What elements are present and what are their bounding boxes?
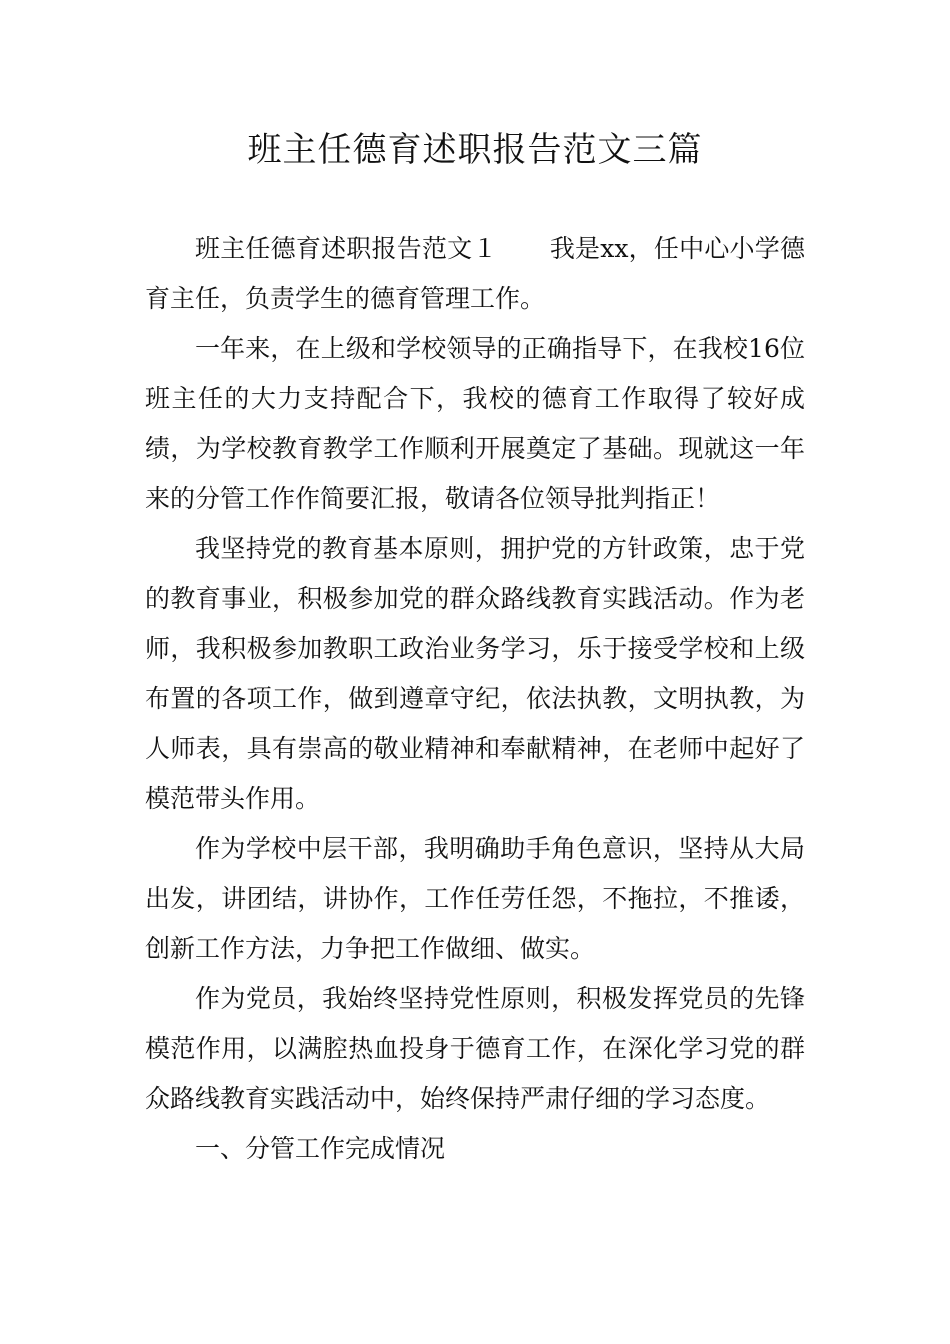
- paragraph-3: 作为学校中层干部，我明确助手角色意识，坚持从大局出发，讲团结，讲协作，工作任劳任怨，不拖拉，不推诿，创新工作方法，力争把工作做细、做实。: [145, 834, 805, 963]
- document-body: [145, 224, 805, 1174]
- intro-label: 班主任德育述职报告范文１: [195, 234, 498, 263]
- document-title: 班主任德育述职报告范文三篇: [247, 130, 703, 170]
- intro-text: 我是xx，任中心小学德育主任，负责学生的德育管理工作。: [145, 234, 805, 313]
- paragraph-1: 一年来，在上级和学校领导的正确指导下，在我校16位班主任的大力支持配合下，我校的德育工作取得了较好成绩，为学校教育教学工作顺利开展奠定了基础。现就这一年来的分管工作作简要汇报，敬请各位领导批判指正！: [145, 334, 805, 513]
- intro-paragraph: [145, 224, 805, 324]
- section-heading: 一、分管工作完成情况: [195, 1134, 446, 1163]
- paragraph-4: 作为党员，我始终坚持党性原则，积极发挥党员的先锋模范作用，以满腔热血投身于德育工作，在深化学习党的群众路线教育实践活动中，始终保持严肃仔细的学习态度。: [145, 984, 805, 1113]
- paragraph-2: 我坚持党的教育基本原则，拥护党的方针政策，忠于党的教育事业，积极参加党的群众路线教育实践活动。作为老师，我积极参加教职工政治业务学习，乐于接受学校和上级布置的各项工作，做到遵章守纪，依法执教，文明执教，为人师表，具有崇高的敬业精神和奉献精神，在老师中起好了模范带头作用。: [145, 534, 805, 813]
